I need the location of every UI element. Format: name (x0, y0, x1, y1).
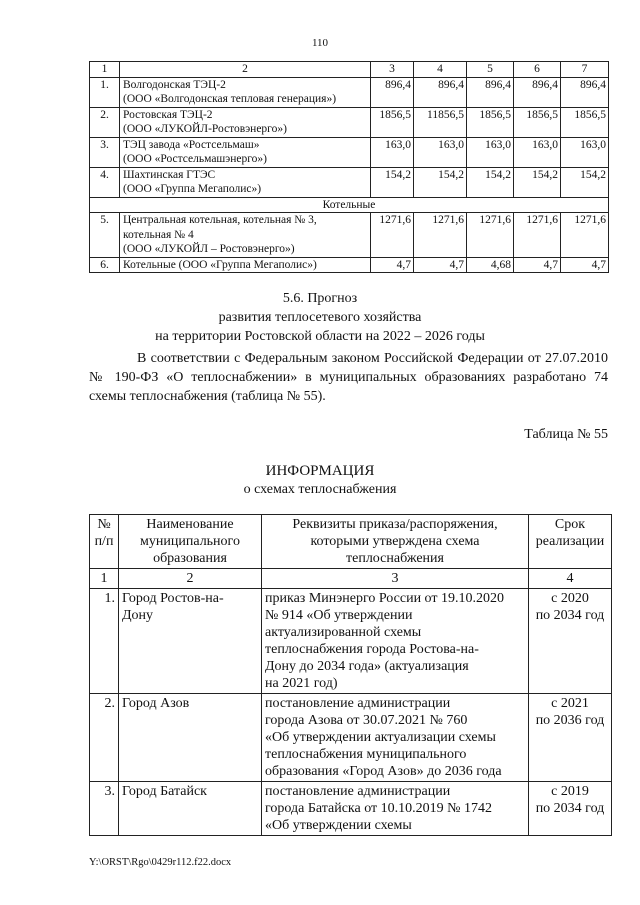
capacity-value: 896,4 (561, 77, 609, 107)
section-row (90, 197, 609, 213)
plant-name-line: Центральная котельная, котельная № 3, (123, 214, 317, 226)
column-header (262, 515, 529, 569)
municipality-name-line: Город Ростов-на- (122, 591, 224, 606)
column-number: 7 (561, 62, 609, 78)
info-subtitle: о схемах теплоснабжения (243, 482, 397, 497)
column-header-line: муниципального (140, 534, 240, 549)
column-number: 5 (467, 62, 514, 78)
column-number: 1 (90, 62, 120, 78)
table-row (90, 589, 612, 694)
plant-name-line: Котельные (ООО «Группа Мегаполис») (123, 258, 317, 271)
plant-name-line: (ООО «ЛУКОЙЛ – Ростовэнерго») (123, 243, 295, 255)
approval-document (262, 782, 529, 836)
plant-name-line: (ООО «ЛУКОЙЛ-Ростовэнерго») (123, 123, 287, 135)
capacity-value: 896,4 (371, 77, 414, 107)
implementation-term-line: по 2034 год (535, 608, 605, 623)
capacity-value: 896,4 (514, 77, 561, 107)
approval-document-line: «Об утверждении схемы (265, 818, 412, 833)
column-header (90, 515, 119, 569)
capacity-table (89, 61, 609, 273)
municipality-name-line: Дону (122, 608, 154, 623)
approval-document-line: теплоснабжения города Ростова-на- (265, 642, 479, 657)
table-label: Таблица № 55 (524, 427, 608, 442)
approval-document-line: теплоснабжения муниципального (265, 747, 467, 762)
capacity-value: 163,0 (467, 137, 514, 167)
section-label: Котельные (90, 197, 609, 213)
capacity-value: 4,7 (514, 257, 561, 273)
column-header-line: Наименование (146, 517, 234, 532)
row-index: 1. (90, 589, 119, 694)
column-number: 3 (371, 62, 414, 78)
column-header-line: Срок (554, 517, 586, 532)
table-row (90, 137, 609, 167)
capacity-value: 1856,5 (561, 107, 609, 137)
table-header-row (90, 515, 612, 569)
capacity-value: 1271,6 (561, 213, 609, 258)
table-row (90, 167, 609, 197)
capacity-value: 154,2 (467, 167, 514, 197)
capacity-value: 4,7 (414, 257, 467, 273)
plant-name-line: котельная № 4 (123, 228, 194, 241)
capacity-value: 163,0 (561, 137, 609, 167)
capacity-value: 163,0 (371, 137, 414, 167)
plant-name-line: Ростовская ТЭЦ-2 (123, 108, 213, 121)
approval-document-line: Дону до 2034 года» (актуализация (265, 659, 469, 674)
approval-document (262, 589, 529, 694)
table-header-row (90, 62, 609, 78)
implementation-term-line: по 2036 год (535, 713, 605, 728)
approval-document-line: «Об утверждении актуализации схемы (265, 730, 496, 745)
capacity-value: 11856,5 (414, 107, 467, 137)
plant-name (120, 107, 371, 137)
plant-name (120, 213, 371, 258)
plant-name-line: Волгодонская ТЭЦ-2 (123, 78, 226, 91)
plant-name (120, 167, 371, 197)
column-header-line: теплоснабжения (346, 551, 444, 566)
table-row (90, 782, 612, 836)
implementation-term-line: с 2019 (551, 784, 589, 799)
implementation-term (529, 589, 612, 694)
capacity-value: 154,2 (414, 167, 467, 197)
plant-name-line: ТЭЦ завода «Ростсельмаш» (123, 138, 260, 151)
plant-name-line: (ООО «Группа Мегаполис») (123, 183, 262, 195)
column-number: 1 (90, 569, 119, 589)
implementation-term (529, 694, 612, 782)
row-index: 2. (90, 694, 119, 782)
capacity-value: 163,0 (514, 137, 561, 167)
municipality-name (119, 589, 262, 694)
column-header-line: п/п (94, 534, 114, 549)
row-index: 1. (90, 77, 120, 107)
column-header-line: образования (153, 551, 227, 566)
column-number-row (90, 569, 612, 589)
approval-document (262, 694, 529, 782)
info-title: ИНФОРМАЦИЯ (265, 463, 375, 479)
capacity-value: 1856,5 (467, 107, 514, 137)
capacity-value: 1271,6 (414, 213, 467, 258)
row-index: 5. (90, 213, 120, 258)
approval-document-line: № 914 «Об утверждении (265, 608, 413, 623)
section-title-line: на территории Ростовской области на 2022 – 2026 годы (155, 329, 485, 344)
plant-name-line: (ООО «Ростсельмашэнерго») (123, 153, 267, 165)
capacity-value: 154,2 (561, 167, 609, 197)
row-index: 6. (90, 257, 120, 273)
row-index: 3. (90, 137, 120, 167)
capacity-value: 154,2 (514, 167, 561, 197)
column-header-line: № (97, 517, 111, 532)
column-number: 3 (262, 569, 529, 589)
column-number: 6 (514, 62, 561, 78)
implementation-term-line: с 2021 (551, 696, 589, 711)
plant-name (120, 77, 371, 107)
capacity-value: 154,2 (371, 167, 414, 197)
capacity-value: 1271,6 (467, 213, 514, 258)
approval-document-line: приказ Минэнерго России от 19.10.2020 (265, 591, 504, 606)
implementation-term (529, 782, 612, 836)
page-number: 110 (311, 37, 329, 49)
implementation-term-line: по 2034 год (535, 801, 605, 816)
row-index: 2. (90, 107, 120, 137)
approval-document-line: образования «Город Азов» до 2036 года (265, 764, 502, 779)
municipality-name-line: Город Батайск (122, 784, 207, 799)
plant-name-line: (ООО «Волгодонская тепловая генерация») (123, 93, 337, 105)
table-row (90, 213, 609, 258)
column-header-line: Реквизиты приказа/распоряжения, (292, 517, 498, 532)
table-row (90, 694, 612, 782)
plant-name (120, 137, 371, 167)
column-header-line: реализации (535, 534, 605, 549)
capacity-value: 896,4 (414, 77, 467, 107)
table-row (90, 257, 609, 273)
capacity-value: 1271,6 (514, 213, 561, 258)
approval-document-line: на 2021 год) (265, 676, 338, 691)
capacity-value: 4,7 (371, 257, 414, 273)
capacity-value: 896,4 (467, 77, 514, 107)
row-index: 4. (90, 167, 120, 197)
approval-document-line: постановление администрации (265, 696, 451, 711)
column-number: 4 (529, 569, 612, 589)
section-title (0, 289, 640, 346)
capacity-value: 4,68 (467, 257, 514, 273)
section-title-line: 5.6. Прогноз (282, 291, 358, 306)
capacity-value: 1271,6 (371, 213, 414, 258)
column-header-line: которыми утверждена схема (310, 534, 480, 549)
column-number: 2 (120, 62, 371, 78)
section-title-line: развития теплосетевого хозяйства (218, 310, 422, 325)
approval-document-line: города Азова от 30.07.2021 № 760 (265, 713, 468, 728)
approval-document-line: актуализированной схемы (265, 625, 422, 640)
municipality-name (119, 782, 262, 836)
implementation-term-line: с 2020 (551, 591, 589, 606)
municipality-name-line: Город Азов (122, 696, 190, 711)
table-row (90, 77, 609, 107)
capacity-value: 1856,5 (371, 107, 414, 137)
heat-supply-schemes-table (89, 514, 612, 836)
municipality-name (119, 694, 262, 782)
column-number: 4 (414, 62, 467, 78)
body-paragraph: В соответствии с Федеральным законом Российской Федерации от 27.07.2010 № 190-ФЗ «О теплоснабжении» в муниципальных образованиях разработано 74 схемы теплоснабжения (таблица № 55). (89, 351, 608, 404)
plant-name (120, 257, 371, 273)
column-header (119, 515, 262, 569)
capacity-value: 4,7 (561, 257, 609, 273)
row-index: 3. (90, 782, 119, 836)
capacity-value: 1856,5 (514, 107, 561, 137)
approval-document-line: постановление администрации (265, 784, 451, 799)
column-number: 2 (119, 569, 262, 589)
approval-document-line: города Батайска от 10.10.2019 № 1742 (265, 801, 493, 816)
table-row (90, 107, 609, 137)
capacity-value: 163,0 (414, 137, 467, 167)
column-header (529, 515, 612, 569)
plant-name-line: Шахтинская ГТЭС (123, 168, 216, 181)
file-path-footer: Y:\ORST\Rgo\0429r112.f22.docx (89, 857, 232, 868)
